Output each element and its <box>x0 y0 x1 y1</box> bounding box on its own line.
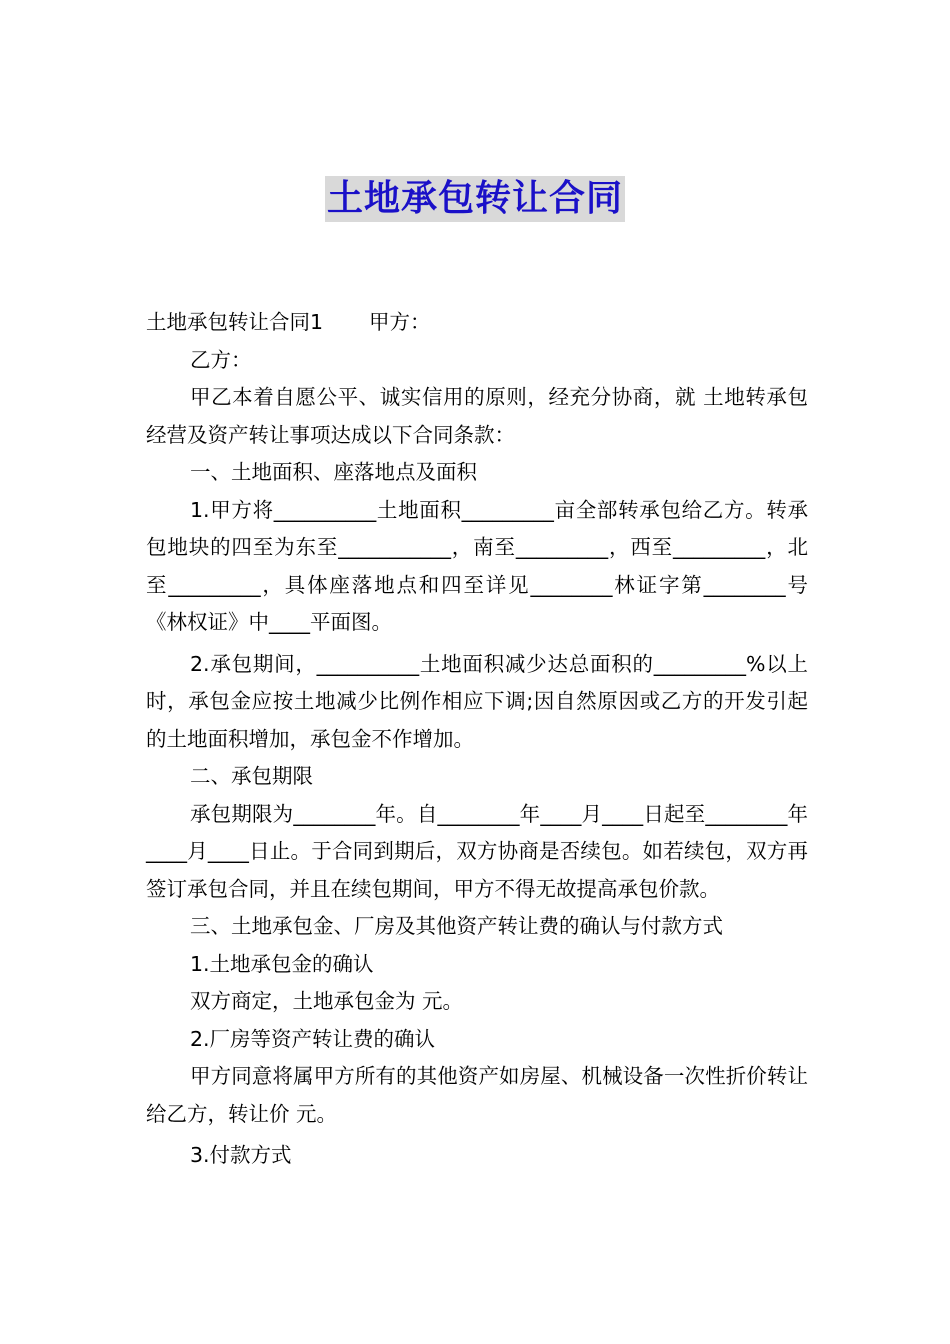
clause-3-2-heading: 2.厂房等资产转让费的确认 <box>190 1026 436 1051</box>
document-body <box>146 304 808 1175</box>
clause-3-1-text: 双方商定，土地承包金为 元。 <box>190 989 464 1013</box>
contract-heading: 土地承包转让合同1 <box>146 310 324 334</box>
document-title: 土地承包转让合同 <box>325 176 625 222</box>
clause-1-2: 2.承包期间，__________土地面积减少达总面积的_________%以上时，承包金应按土地减少比例作相应下调;因自然原因或乙方的开发引起的土地面积增加，承包金不作增加。 <box>146 651 808 751</box>
clause-3-2-text: 甲方同意将属甲方所有的其他资产如房屋、机械设备一次性折价转让给乙方，转让价 元。 <box>146 1064 808 1126</box>
clause-3-1-heading: 1.土地承包金的确认 <box>190 951 374 976</box>
clause-1-1: 1.甲方将__________土地面积_________亩全部转承包给乙方。转承包地块的四至为东至___________，南至_________，西至_________，北至_________，具体座落地点和四至详见________林证字第________号《林权证》中____平面图。 <box>146 497 808 634</box>
section-3-heading: 三、土地承包金、厂房及其他资产转让费的确认与付款方式 <box>190 914 723 938</box>
clause-3-3-heading: 3.付款方式 <box>190 1143 292 1167</box>
preamble-paragraph: 甲乙本着自愿公平、诚实信用的原则，经充分协商，就 土地转承包经营及资产转让事项达成以下合同条款： <box>146 385 808 447</box>
title-wrapper <box>0 176 950 222</box>
clause-2-term: 承包期限为________年。自________年____月____日起至________年____月____日止。于合同到期后，双方协商是否续包。如若续包，双方再签订承包合同，并且在续包期间，甲方不得无故提高承包价款。 <box>146 801 808 901</box>
section-2-heading: 二、承包期限 <box>190 764 313 788</box>
contract-heading-line <box>146 304 808 342</box>
section-1-heading: 一、土地面积、座落地点及面积 <box>190 460 477 484</box>
party-a-label: 甲方： <box>369 310 431 334</box>
party-b-label: 乙方： <box>190 347 252 372</box>
